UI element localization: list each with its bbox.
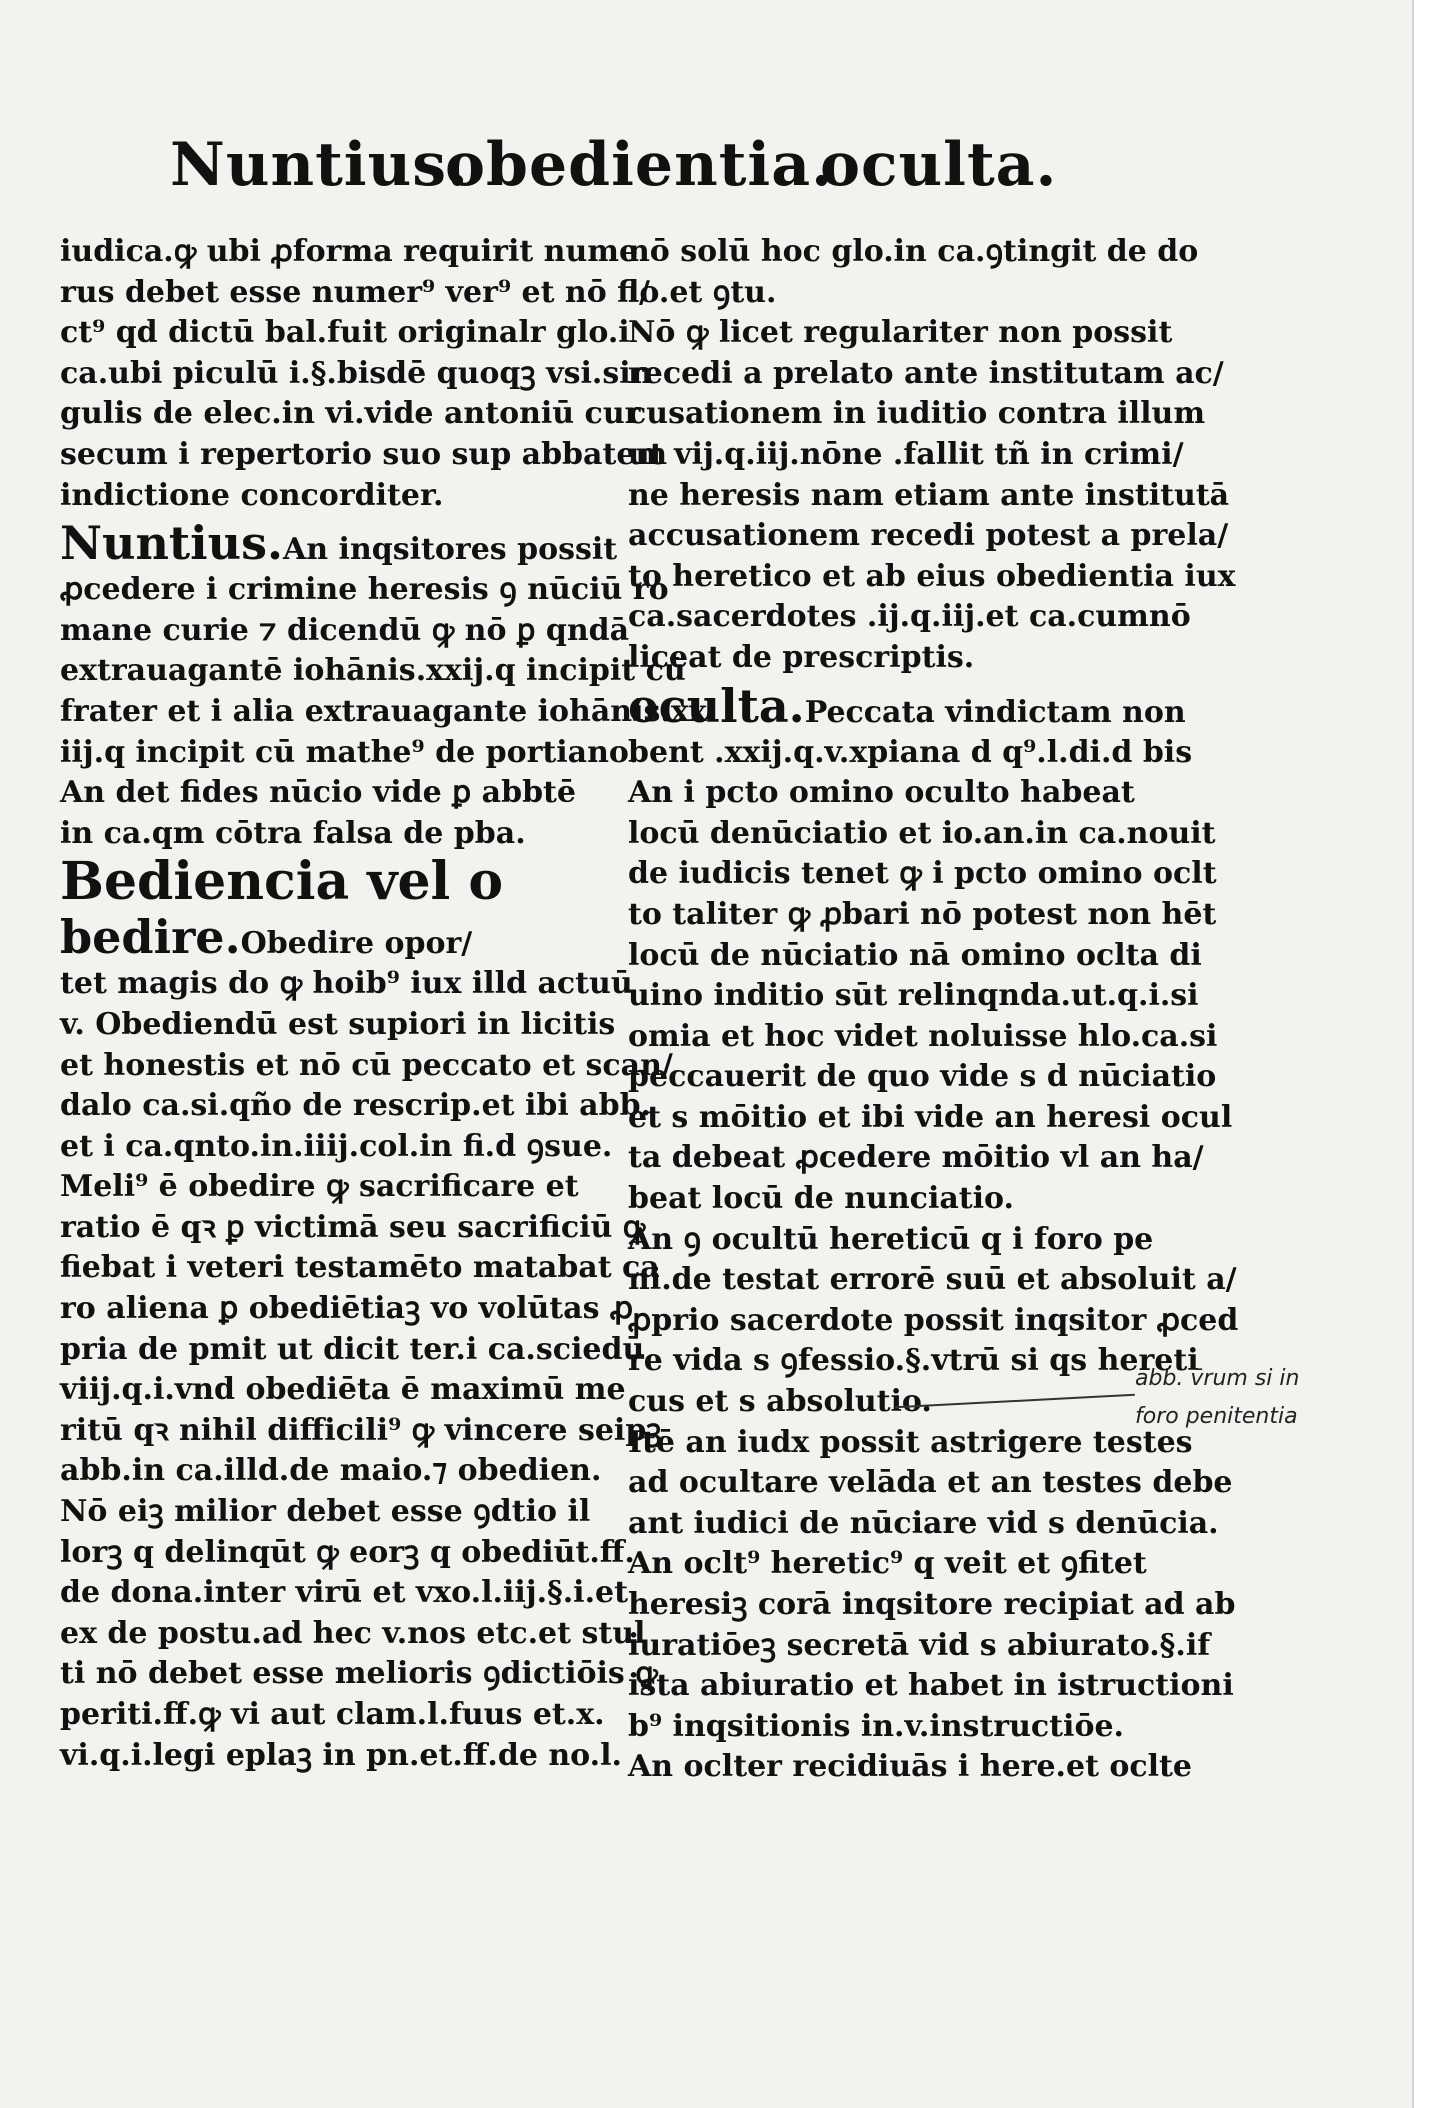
text-line: ct⁹ qd dictū bal.fuit originalr glo.i xyxy=(60,315,630,351)
text-line: vi.q.i.legi eplaꝫ in pn.et.ff.de no.l. xyxy=(60,1737,622,1773)
section-heading: Bediencia vel o xyxy=(60,851,504,913)
text-line: ritū qꝛ nihil difficili⁹ ꝙ vincere seipꝫ xyxy=(60,1412,662,1448)
text-line: nō solū hoc glo.in ca.ꝯtingit de do xyxy=(628,234,1199,269)
text-line: ex de postu.ad hec v.nos etc.et stul xyxy=(60,1615,646,1651)
text-line: fiebat i veteri testamēto matabat ca xyxy=(60,1250,660,1286)
text-line: cusationem in iuditio contra illum xyxy=(628,396,1206,432)
text-line: secum i repertorio suo sup abbatem xyxy=(60,436,668,472)
text-line: to heretico et ab eius obedientia iux xyxy=(628,558,1236,594)
text-line: ant iudici de nūciare vid s denūcia. xyxy=(628,1505,1219,1541)
running-head-nuntius: Nuntius. xyxy=(170,130,469,200)
text-line: lorꝫ q delinqūt ꝙ eorꝫ q obediūt.ff. xyxy=(60,1534,635,1570)
text-line: et honestis et nō cū peccato et scan/ xyxy=(60,1047,673,1083)
text-line: An ꝯ ocultū hereticū q i foro pe xyxy=(628,1221,1154,1257)
margin-note-line: foro penitentia xyxy=(1135,1404,1298,1429)
text-line: beat locū de nunciatio. xyxy=(628,1181,1014,1217)
text-line: iuratiōeꝫ secretā vid s abiurato.§.if xyxy=(628,1627,1211,1663)
entry-heading: Nuntius. xyxy=(60,516,284,571)
text-line: ti nō debet esse melioris ꝯdictiōis ꝙ xyxy=(60,1656,658,1692)
text-line: ta debeat ꝓcedere mōitio vl an ha/ xyxy=(628,1140,1204,1176)
text-line: ut vij.q.iij.nōne .fallit tñ in crimi/ xyxy=(628,436,1184,472)
text-line: mane curie ⁊ dicendū ꝙ nō ꝑ qndā xyxy=(60,612,630,648)
text-line: lo.et ꝯtu. xyxy=(628,274,777,310)
text-line: periti.ff.ꝙ vi aut clam.l.fuus et.x. xyxy=(60,1697,605,1732)
entry-heading: oculta. xyxy=(628,678,805,733)
text-line: in ca.qm cōtra falsa de pba. xyxy=(60,815,526,851)
text-line: ad ocultare velāda et an testes debe xyxy=(628,1465,1233,1501)
text-line: ꝓprio sacerdote possit inqsitor ꝓced xyxy=(628,1302,1239,1338)
running-head-obedientia: obedientia. xyxy=(445,130,833,200)
text-line: uino inditio sūt relinqnda.ut.q.i.si xyxy=(628,978,1199,1014)
entry-heading: bedire. xyxy=(60,910,241,965)
text-line: Nō ꝙ licet regulariter non possit xyxy=(628,315,1173,351)
text-line: accusationem recedi potest a prela/ xyxy=(628,518,1229,554)
text-line: tet magis do ꝙ hoib⁹ iux illd actuū xyxy=(60,966,633,1002)
text-line: rus debet esse numer⁹ ver⁹ et nō fi/ xyxy=(60,274,650,310)
entry-text: Peccata vindictam non xyxy=(804,694,1186,730)
heading-line xyxy=(60,910,565,964)
text-line: omia et hoc videt noluisse hlo.ca.si xyxy=(628,1018,1218,1054)
text-line: ista abiuratio et habet in istructioni xyxy=(628,1668,1234,1704)
handwritten-margin-note xyxy=(1135,1360,1435,1436)
entry-text: Obedire opor/ xyxy=(240,926,473,962)
text-line: frater et i alia extrauagante iohānis.xx xyxy=(60,693,707,729)
text-line: et i ca.qnto.in.iiij.col.in fi.d ꝯsue. xyxy=(60,1128,613,1164)
text-line: An det fides nūcio vide ꝑ abbtē xyxy=(60,775,577,811)
text-line: abb.in ca.illd.de maio.⁊ obedien. xyxy=(60,1453,602,1489)
running-head-oculta: oculta. xyxy=(820,130,1058,200)
entry-text: An inqsitores possit xyxy=(283,532,618,568)
text-line: recedi a prelato ante institutam ac/ xyxy=(628,355,1224,391)
text-line: v. Obediendū est supiori in licitis xyxy=(60,1006,616,1042)
text-line: ni.de testat errorē suū et absoluit a/ xyxy=(628,1262,1237,1298)
text-line: iij.q incipit cū mathe⁹ de portiano. xyxy=(60,734,639,770)
text-line: peccauerit de quo vide s d nūciatio xyxy=(628,1059,1217,1095)
text-line: dalo ca.si.qño de rescrip.et ibi abb. xyxy=(60,1088,652,1124)
text-line: to taliter ꝙ ꝓbari nō potest non hēt xyxy=(628,896,1217,932)
text-line: An i pcto omino oculto habeat xyxy=(628,775,1135,811)
text-line: ca.ubi piculū i.§.bisdē quoqꝫ vsi.sin xyxy=(60,355,653,391)
text-line: locū de nūciatio nā omino oclta di xyxy=(628,937,1202,973)
text-line: heresiꝫ corā inqsitore recipiat ad ab xyxy=(628,1587,1236,1622)
text-line: de iudicis tenet ꝙ i pcto omino oclt xyxy=(628,856,1217,892)
text-line: viij.q.i.vnd obediēta ē maximū me xyxy=(60,1372,626,1408)
text-line: gulis de elec.in vi.vide antoniū cur xyxy=(60,396,641,432)
text-line: ro aliena ꝑ obediētiaꝫ vo volūtas ꝓ xyxy=(60,1291,634,1327)
text-line: iudica.ꝙ ubi ꝓforma requirit nume xyxy=(60,234,639,269)
text-line: et s mōitio et ibi vide an heresi ocul xyxy=(628,1099,1233,1135)
text-line: ꝓcedere i crimine heresis ꝯ nūciū ro xyxy=(60,572,669,608)
text-line: An oclter recidiuās i here.et oclte xyxy=(628,1749,1192,1785)
text-line: indictione concorditer. xyxy=(60,477,444,513)
text-line: ratio ē qꝛ ꝑ victimā seu sacrificiū ꝙ xyxy=(60,1209,646,1245)
text-line: Meli⁹ ē obedire ꝙ sacrificare et xyxy=(60,1169,579,1205)
text-line: liceat de prescriptis. xyxy=(628,639,975,675)
heading-line xyxy=(628,678,1186,733)
text-line: re vida s ꝯfessio.§.vtrū si qs hereti xyxy=(628,1343,1199,1379)
text-line: ne heresis nam etiam ante institutā xyxy=(628,477,1230,513)
text-line: de dona.inter virū et vxo.l.iij.§.i.et xyxy=(60,1575,628,1611)
text-line: Nō eiꝫ milior debet esse ꝯdtio il xyxy=(60,1494,591,1530)
text-line: b⁹ inqsitionis in.v.instructiōe. xyxy=(628,1708,1124,1744)
text-line: ca.sacerdotes .ij.q.iij.et ca.cumnō xyxy=(628,599,1191,635)
text-line: cus et s absolutio. xyxy=(628,1384,932,1420)
margin-note-line: abb. v̄rum si in xyxy=(1135,1366,1300,1391)
text-line: extrauagantē iohānis.xxij.q incipit cū xyxy=(60,653,686,689)
text-line: An oclt⁹ heretic⁹ q veit et ꝯfitet xyxy=(628,1546,1147,1582)
text-line: locū denūciatio et io.an.in ca.nouit xyxy=(628,815,1216,851)
text-line: Itē an iudx possit astrigere testes xyxy=(628,1424,1193,1460)
heading-line xyxy=(60,516,618,571)
text-line: pria de pmit ut dicit ter.i ca.sciedū xyxy=(60,1331,645,1367)
text-line: bent .xxij.q.v.xpiana d q⁹.l.di.d bis xyxy=(628,734,1193,770)
